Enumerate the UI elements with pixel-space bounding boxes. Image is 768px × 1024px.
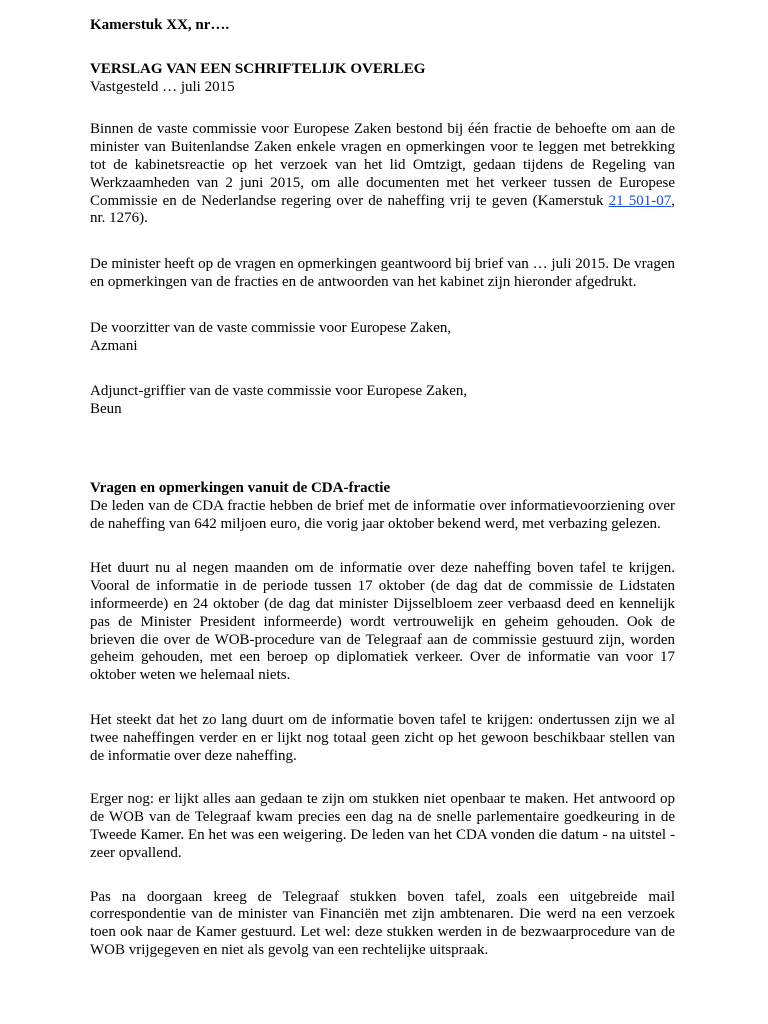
chair-name: Azmani xyxy=(90,337,138,354)
section-heading: Vragen en opmerkingen vanuit de CDA-fractie xyxy=(90,479,391,496)
intro-text: Binnen de vaste commissie voor Europese Zaken bestond bij één fractie de behoefte om aan de minister van Buitenlandse Zaken enkele vragen en opmerkingen voor te leggen met betrekking tot de kabinetsreactie op het verzoek van het lid Omtzigt, gedaan tijdens de Regeling van Werkzaamheden van 2 juni 2015, om alle documenten met het verkeer tussen de Europese Commissie en de Nederlandse regering over de naheffing vrij te geven (Kamerstuk xyxy=(90,121,675,209)
answer-paragraph: De minister heeft op de vragen en opmerkingen geantwoord bij brief van … juli 2015. De vragen en opmerkingen van de fracties en de antwoorden van het kabinet zijn hieronder afgedrukt. xyxy=(90,256,675,290)
date-line: Vastgesteld … juli 2015 xyxy=(90,78,235,95)
section-paragraph: Het steekt dat het zo lang duurt om de informatie boven tafel te krijgen: ondertussen zijn we al twee naheffingen verder en er lijkt nog totaal geen zicht op het gewoon beschikbaar stellen van de informatie over deze naheffing. xyxy=(90,711,675,764)
clerk-name: Beun xyxy=(90,401,122,418)
document-title: VERSLAG VAN EEN SCHRIFTELIJK OVERLEG xyxy=(90,60,426,77)
section-paragraph: Pas na doorgaan kreeg de Telegraaf stukken boven tafel, zoals een uitgebreide mail correspondentie van de minister van Financiën met zijn ambtenaren. Die werd na een verzoek toen ook naar de Kamer gestuurd. Let wel: deze stukken werden in de bezwaarprocedure van de WOB vrijgegeven en niet als gevolg van een rechtelijke uitspraak. xyxy=(90,888,675,958)
clerk-title: Adjunct-griffier van de vaste commissie voor Europese Zaken, xyxy=(90,383,468,400)
intro-text-end: , nr. 1276). xyxy=(90,192,675,227)
section-paragraph: Erger nog: er lijkt alles aan gedaan te zijn om stukken niet openbaar te maken. Het antwoord op de WOB van de Telegraaf kwam precies een dag na de snelle parlementaire goedkeuring in de Tweede Kamer. En het was een weigering. De leden van het CDA vonden die datum - na uitstel - zeer opvallend. xyxy=(90,791,675,861)
chair-title: De voorzitter van de vaste commissie voor Europese Zaken, xyxy=(90,319,452,336)
intro-paragraph xyxy=(90,121,675,228)
document-page xyxy=(90,17,675,960)
kamerstuk-header: Kamerstuk XX, nr…. xyxy=(90,17,230,33)
section-paragraph: De leden van de CDA fractie hebben de brief met de informatie over informatievoorziening over de naheffing van 642 miljoen euro, die vorig jaar oktober bekend werd, met verbazing gelezen. xyxy=(90,497,675,532)
section-paragraph: Het duurt nu al negen maanden om de informatie over deze naheffing boven tafel te krijgen. Vooral de informatie in de periode tussen 17 oktober (de dag dat de commissie de Lidstaten informeerde) en 24 oktober (de dag dat minister Dijsselbloem zeer verbaasd deed en kennelijk pas de Minister President informeerde) wordt vertrouwelijk en geheim gehouden. Ook de brieven die over de WOB-procedure van de Telegraaf aan de commissie gestuurd zijn, worden geheim gehouden, met een beroep op diplomatiek verkeer. Over de informatie van voor 17 oktober weten we helemaal niets. xyxy=(90,560,675,684)
kamerstuk-link[interactable]: 21 501-07 xyxy=(608,192,672,209)
